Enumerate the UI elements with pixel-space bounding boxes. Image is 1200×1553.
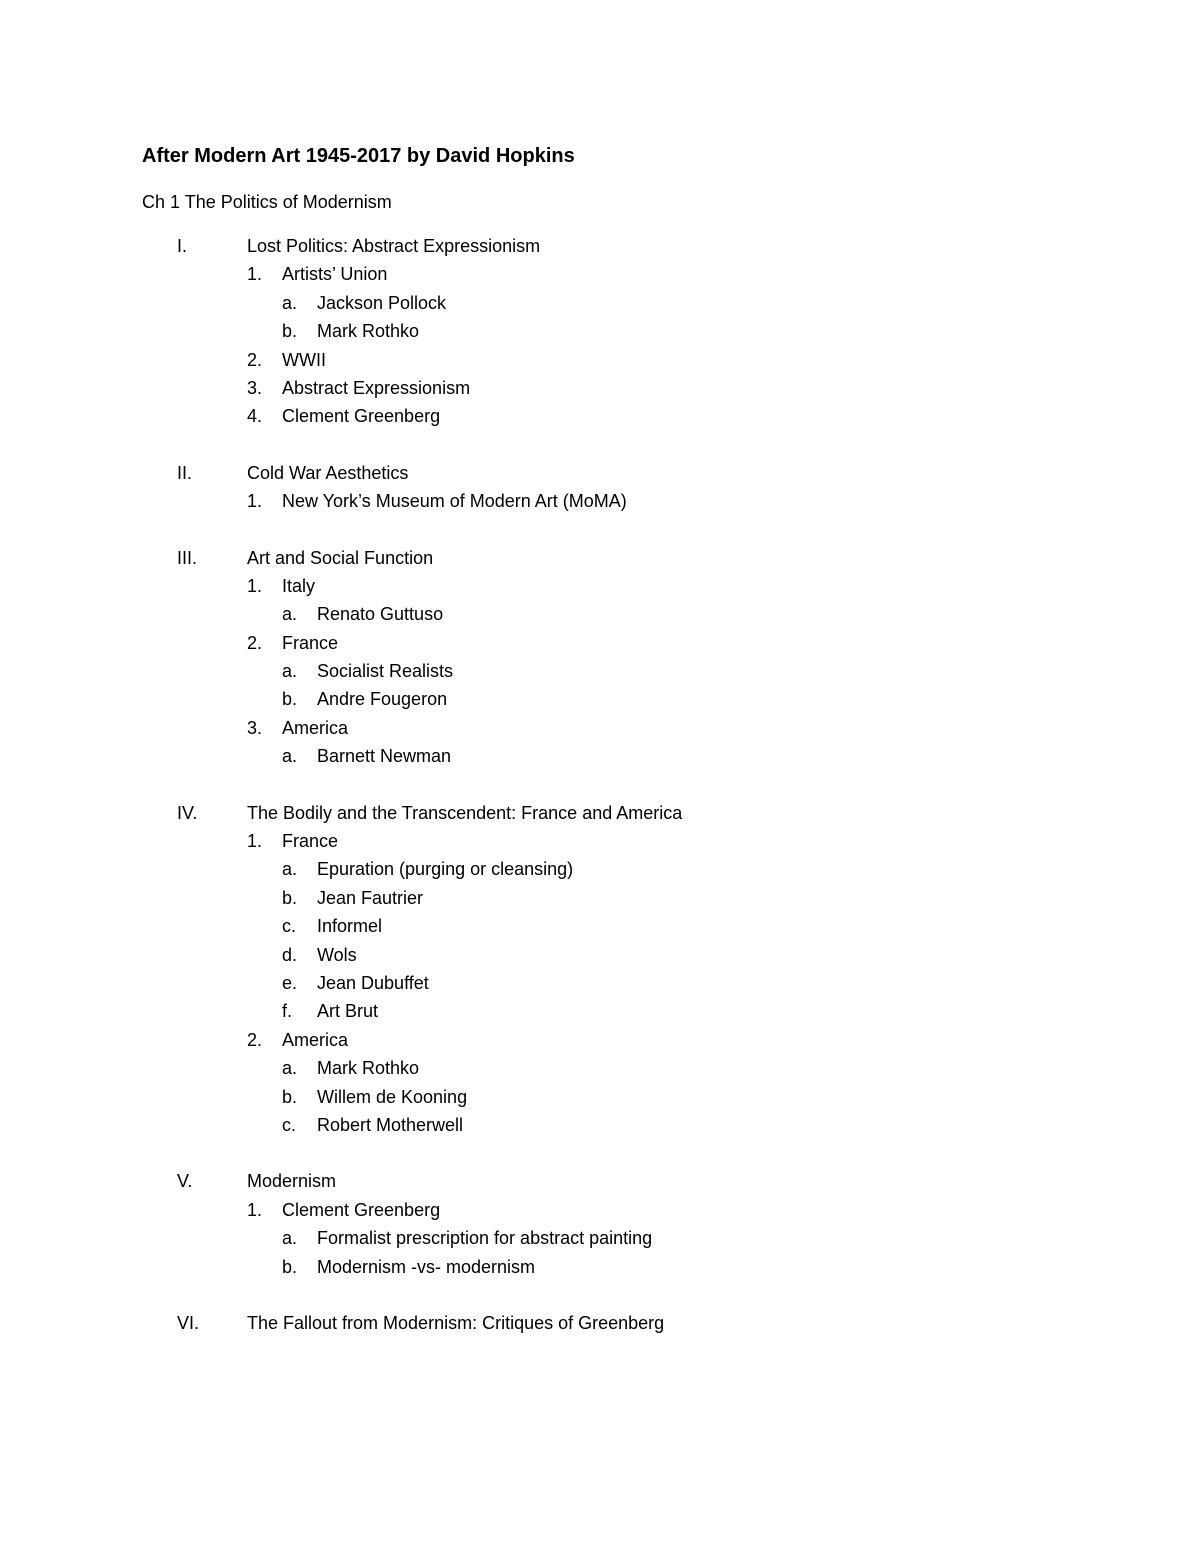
section-heading xyxy=(142,799,1102,827)
item-number: 4. xyxy=(247,406,263,427)
section-heading xyxy=(142,232,1102,260)
item-text: New York’s Museum of Modern Art (MoMA) xyxy=(282,491,627,512)
numbered-item xyxy=(142,260,1102,288)
item-text: America xyxy=(282,1029,349,1050)
numbered-item xyxy=(142,1196,1102,1224)
item-number: 1. xyxy=(247,575,263,596)
section-numeral: III. xyxy=(177,547,198,568)
outline-section xyxy=(142,232,1102,431)
lettered-subitem xyxy=(142,317,1102,345)
item-number: 2. xyxy=(247,1029,263,1050)
item-number: 2. xyxy=(247,632,263,653)
item-text: Clement Greenberg xyxy=(282,1199,441,1220)
document-page xyxy=(142,140,1102,1365)
subitem-letter: c. xyxy=(282,916,297,937)
section-numeral: V. xyxy=(177,1171,193,1192)
lettered-subitem xyxy=(142,941,1102,969)
numbered-item xyxy=(142,487,1102,515)
item-text: Abstract Expressionism xyxy=(282,377,471,398)
outline-section xyxy=(142,1167,1102,1281)
lettered-subitem xyxy=(142,1111,1102,1139)
subitem-text: Andre Fougeron xyxy=(317,689,448,710)
chapter-heading: Ch 1 The Politics of Modernism xyxy=(142,192,392,212)
subitem-text: Modernism -vs- modernism xyxy=(317,1256,536,1277)
subitem-letter: a. xyxy=(282,661,298,682)
item-text: Clement Greenberg xyxy=(282,406,441,427)
numbered-item xyxy=(142,827,1102,855)
section-title: Lost Politics: Abstract Expressionism xyxy=(247,236,541,256)
numbered-item xyxy=(142,714,1102,742)
subitem-text: Epuration (purging or cleansing) xyxy=(317,859,574,880)
item-number: 3. xyxy=(247,717,263,738)
item-number: 1. xyxy=(247,491,263,512)
subitem-letter: c. xyxy=(282,1114,297,1135)
numbered-item xyxy=(142,1026,1102,1054)
lettered-subitem xyxy=(142,1054,1102,1082)
subitem-letter: e. xyxy=(282,972,298,993)
subitem-letter: a. xyxy=(282,746,298,767)
section-numeral: II. xyxy=(177,462,193,483)
lettered-subitem xyxy=(142,1224,1102,1252)
section-title: Art and Social Function xyxy=(247,547,434,568)
lettered-subitem xyxy=(142,1083,1102,1111)
lettered-subitem xyxy=(142,884,1102,912)
subitem-letter: f. xyxy=(282,1001,293,1022)
section-heading xyxy=(142,459,1102,487)
section-heading xyxy=(142,1167,1102,1195)
outline-section xyxy=(142,799,1102,1140)
document-title: After Modern Art 1945-2017 by David Hopkins xyxy=(142,145,575,167)
item-number: 2. xyxy=(247,349,263,370)
item-number: 1. xyxy=(247,264,263,285)
numbered-item xyxy=(142,402,1102,430)
outline-section xyxy=(142,1309,1102,1337)
subitem-letter: a. xyxy=(282,604,298,625)
section-title: Cold War Aesthetics xyxy=(247,462,409,483)
subitem-letter: a. xyxy=(282,859,298,880)
subitem-letter: a. xyxy=(282,1058,298,1079)
subitem-letter: b. xyxy=(282,1086,298,1107)
item-text: France xyxy=(282,632,339,653)
numbered-item xyxy=(142,629,1102,657)
lettered-subitem xyxy=(142,969,1102,997)
item-number: 1. xyxy=(247,831,263,852)
subitem-text: Socialist Realists xyxy=(317,661,454,682)
lettered-subitem xyxy=(142,997,1102,1025)
item-text: Artists’ Union xyxy=(282,264,388,285)
lettered-subitem xyxy=(142,855,1102,883)
subitem-letter: a. xyxy=(282,292,298,313)
subitem-text: Wols xyxy=(317,944,357,965)
section-title: The Fallout from Modernism: Critiques of Greenberg xyxy=(247,1312,665,1333)
subitem-text: Mark Rothko xyxy=(317,321,420,342)
outline-section xyxy=(142,459,1102,516)
section-numeral: VI. xyxy=(177,1312,200,1333)
subitem-letter: d. xyxy=(282,944,298,965)
subitem-text: Renato Guttuso xyxy=(317,604,444,625)
subitem-text: Art Brut xyxy=(317,1001,379,1022)
subitem-text: Informel xyxy=(317,916,383,937)
section-heading xyxy=(142,1309,1102,1337)
subitem-letter: b. xyxy=(282,1256,298,1277)
subitem-text: Jean Dubuffet xyxy=(317,972,429,993)
lettered-subitem xyxy=(142,685,1102,713)
item-text: Italy xyxy=(282,575,316,596)
item-text: America xyxy=(282,717,349,738)
subitem-text: Barnett Newman xyxy=(317,746,452,767)
lettered-subitem xyxy=(142,289,1102,317)
outline-section xyxy=(142,544,1102,771)
subitem-letter: a. xyxy=(282,1228,298,1249)
subitem-text: Jackson Pollock xyxy=(317,292,447,313)
lettered-subitem xyxy=(142,657,1102,685)
item-text: WWII xyxy=(282,349,326,370)
numbered-item xyxy=(142,346,1102,374)
numbered-item xyxy=(142,374,1102,402)
subitem-letter: b. xyxy=(282,689,298,710)
section-numeral: I. xyxy=(177,236,188,256)
section-numeral: IV. xyxy=(177,802,198,823)
lettered-subitem xyxy=(142,600,1102,628)
item-text: France xyxy=(282,831,339,852)
lettered-subitem xyxy=(142,742,1102,770)
subitem-letter: b. xyxy=(282,887,298,908)
section-heading xyxy=(142,544,1102,572)
item-number: 3. xyxy=(247,377,263,398)
section-title: The Bodily and the Transcendent: France and America xyxy=(247,802,683,823)
subitem-text: Willem de Kooning xyxy=(317,1086,468,1107)
outline xyxy=(142,232,1102,1337)
lettered-subitem xyxy=(142,912,1102,940)
item-number: 1. xyxy=(247,1199,263,1220)
numbered-item xyxy=(142,572,1102,600)
subitem-text: Jean Fautrier xyxy=(317,887,424,908)
section-title: Modernism xyxy=(247,1171,337,1192)
subitem-text: Robert Motherwell xyxy=(317,1114,464,1135)
subitem-text: Formalist prescription for abstract painting xyxy=(317,1228,653,1249)
subitem-letter: b. xyxy=(282,321,298,342)
subitem-text: Mark Rothko xyxy=(317,1058,420,1079)
lettered-subitem xyxy=(142,1253,1102,1281)
